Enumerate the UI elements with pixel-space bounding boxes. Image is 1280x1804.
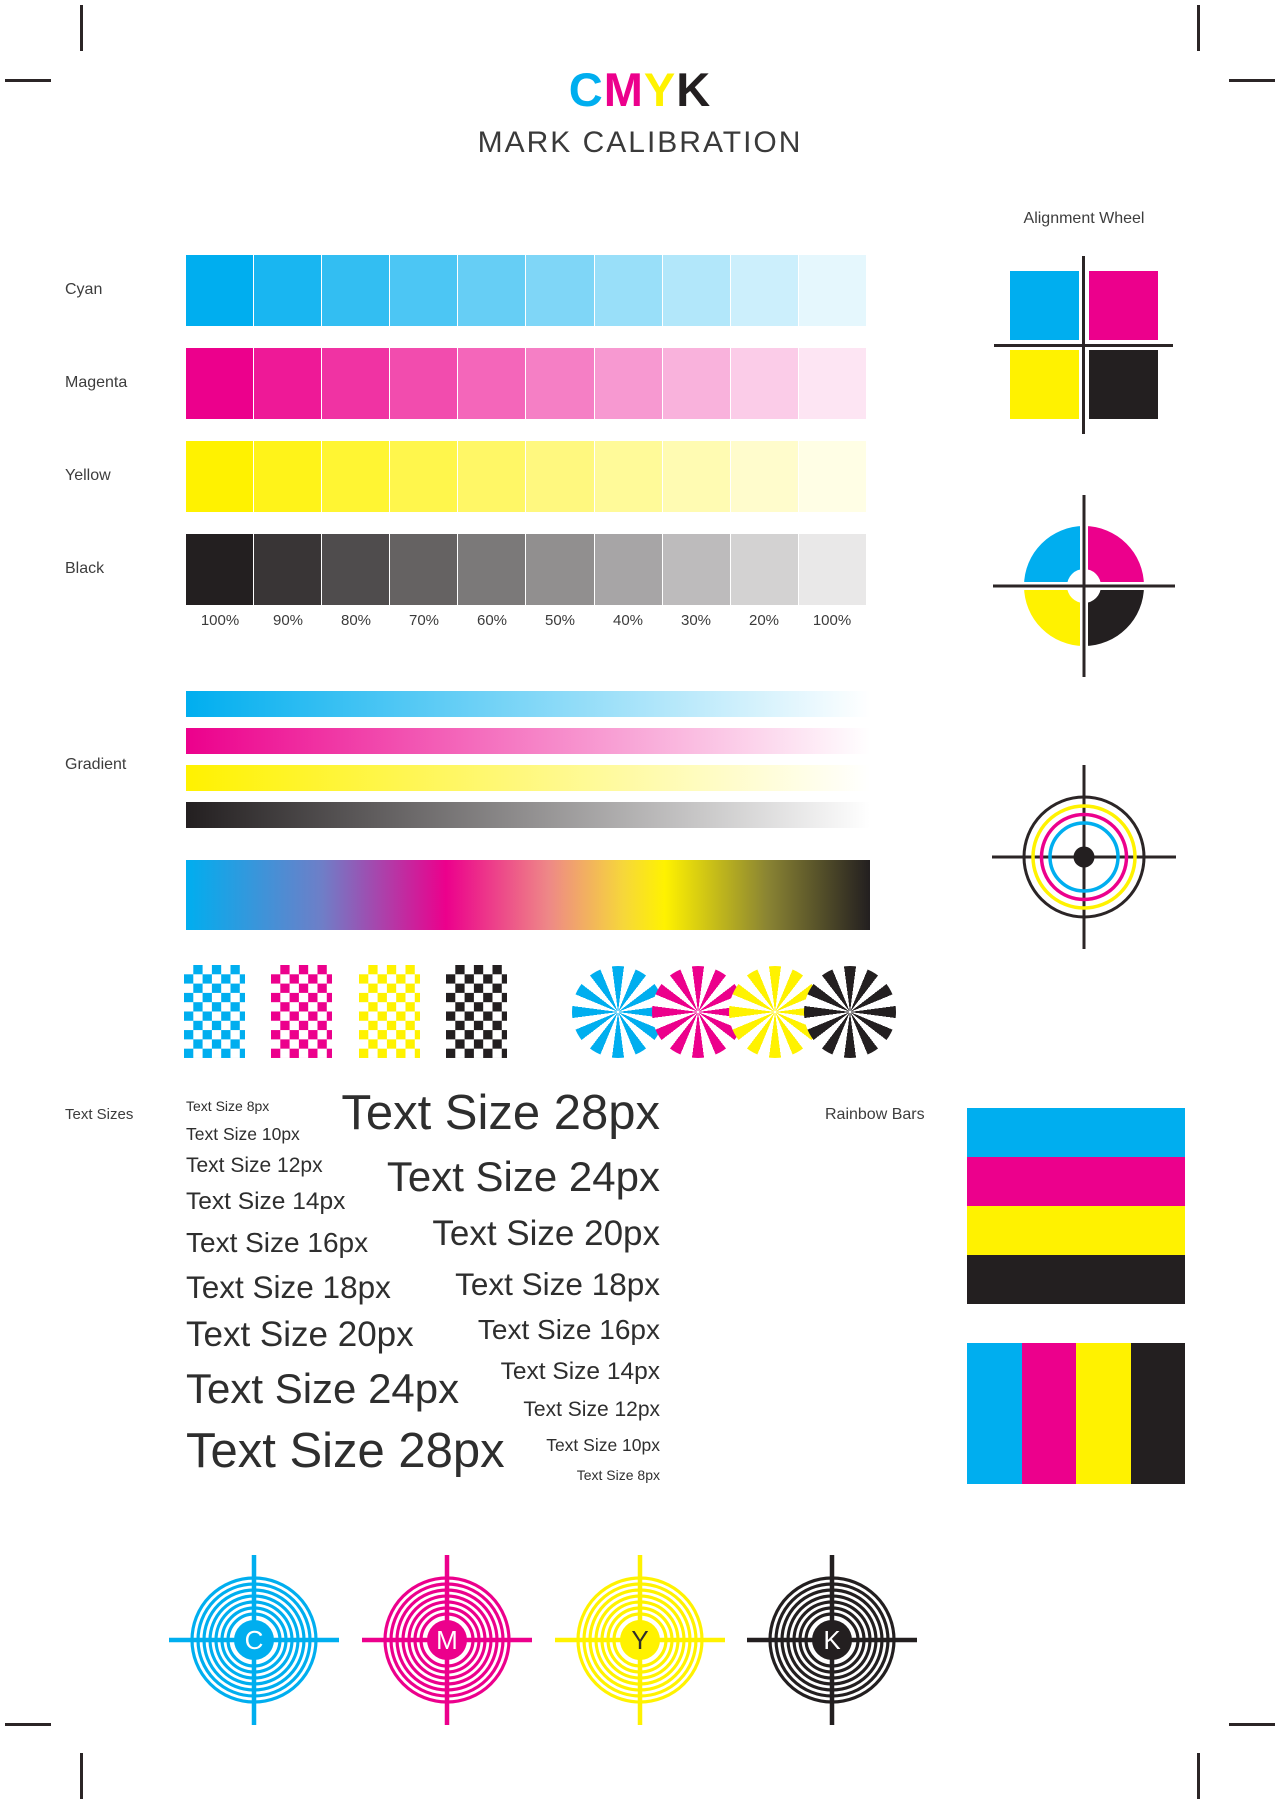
black-step-bar — [186, 534, 866, 605]
title-letter-k: K — [676, 63, 712, 116]
yellow-step-segment — [731, 441, 798, 512]
cyan-step-segment — [731, 255, 798, 326]
percent-label: 90% — [272, 612, 304, 629]
cyan-step-segment — [799, 255, 866, 326]
text-sizes-section-label: Text Sizes — [65, 1106, 134, 1123]
yellow-bar — [1076, 1343, 1131, 1484]
title-letter-m: M — [603, 63, 644, 116]
cyan-step-segment — [458, 255, 525, 326]
crop-mark-bottom-right-vertical — [1197, 1753, 1200, 1799]
text-size-sample: Text Size 14px — [500, 1358, 660, 1386]
yellow-step-bar — [186, 441, 866, 512]
rainbow-bars-vertical — [967, 1343, 1185, 1484]
yellow-step-segment — [663, 441, 730, 512]
cyan-checkerboard-pattern — [184, 965, 245, 1058]
target-letter-c: C — [244, 1625, 264, 1655]
yellow-registration-target — [545, 1545, 735, 1735]
text-size-sample: Text Size 20px — [186, 1314, 414, 1354]
text-size-sample: Text Size 28px — [341, 1086, 660, 1140]
yellow-step-segment — [799, 441, 866, 512]
magenta-step-bar — [186, 348, 866, 419]
target-letter-m: M — [436, 1625, 458, 1655]
black-checkerboard-pattern — [446, 965, 507, 1058]
percent-label: 50% — [544, 612, 576, 629]
black-step-segment — [799, 534, 866, 605]
text-size-sample: Text Size 24px — [386, 1153, 660, 1201]
black-step-segment — [595, 534, 662, 605]
magenta-step-segment — [254, 348, 321, 419]
cyan-step-segment — [526, 255, 593, 326]
text-size-sample: Text Size 8px — [186, 1098, 270, 1114]
text-size-sample: Text Size 12px — [523, 1398, 660, 1422]
registration-donut-mark — [984, 486, 1184, 686]
yellow-step-segment — [254, 441, 321, 512]
alignment-square-cyan — [1010, 271, 1079, 340]
text-size-sample: Text Size 18px — [455, 1265, 660, 1302]
text-size-sample: Text Size 10px — [546, 1434, 660, 1455]
crop-mark-bottom-right-horizontal — [1229, 1723, 1275, 1726]
black-bar-label: Black — [65, 560, 105, 577]
percent-label: 100% — [812, 612, 852, 629]
text-size-sample: Text Size 24px — [186, 1365, 460, 1413]
page-subtitle: MARK CALIBRATION — [477, 126, 803, 159]
magenta-step-segment — [799, 348, 866, 419]
cyan-bar-label: Cyan — [65, 281, 103, 298]
cyan-bar — [967, 1343, 1022, 1484]
cyan-step-bar — [186, 255, 866, 326]
text-size-sample: Text Size 14px — [186, 1188, 346, 1216]
text-size-sample: Text Size 16px — [186, 1226, 369, 1258]
yellow-step-segment — [186, 441, 253, 512]
magenta-step-segment — [595, 348, 662, 419]
text-size-sample: Text Size 20px — [432, 1213, 660, 1253]
target-letter-y: Y — [631, 1625, 649, 1655]
cyan-step-segment — [186, 255, 253, 326]
cyan-step-segment — [254, 255, 321, 326]
magenta-checkerboard-pattern — [271, 965, 332, 1058]
black-starburst-pattern — [804, 966, 896, 1058]
cyan-step-segment — [663, 255, 730, 326]
text-size-sample: Text Size 16px — [477, 1314, 660, 1346]
magenta-bar — [1022, 1343, 1077, 1484]
magenta-step-segment — [186, 348, 253, 419]
rainbow-blend-bar — [186, 860, 870, 930]
magenta-step-segment — [663, 348, 730, 419]
cyan-step-segment — [390, 255, 457, 326]
rainbow-bars-label: Rainbow Bars — [825, 1106, 925, 1123]
percent-label: 70% — [408, 612, 440, 629]
text-size-column-descending — [300, 1085, 660, 1483]
text-size-sample: Text Size 10px — [186, 1124, 300, 1145]
black-step-segment — [390, 534, 457, 605]
cyan-bar — [967, 1108, 1185, 1157]
crop-mark-bottom-left-vertical — [80, 1753, 83, 1799]
target-letter-k: K — [823, 1625, 841, 1655]
magenta-step-segment — [390, 348, 457, 419]
cyan-gradient-strip — [186, 691, 870, 717]
yellow-step-segment — [595, 441, 662, 512]
percent-label: 100% — [200, 612, 240, 629]
magenta-bar — [967, 1157, 1185, 1206]
magenta-step-segment — [526, 348, 593, 419]
alignment-square-yellow — [1010, 350, 1079, 419]
cyan-step-segment — [322, 255, 389, 326]
yellow-bar-label: Yellow — [65, 467, 111, 484]
magenta-gradient-strip — [186, 728, 870, 754]
title-letter-y: Y — [643, 63, 677, 116]
gradient-section-label: Gradient — [65, 756, 127, 773]
black-registration-target — [737, 1545, 927, 1735]
text-size-sample: Text Size 18px — [186, 1268, 391, 1305]
cyan-starburst-pattern — [572, 966, 664, 1058]
black-step-segment — [663, 534, 730, 605]
title-letter-c: C — [568, 63, 604, 116]
alignment-wheel-title: Alignment Wheel — [1023, 210, 1145, 227]
text-size-sample: Text Size 28px — [186, 1424, 505, 1479]
text-size-sample: Text Size 12px — [186, 1154, 323, 1178]
percent-label: 60% — [476, 612, 508, 629]
text-size-sample: Text Size 8px — [576, 1466, 660, 1483]
percent-label: 30% — [680, 612, 712, 629]
cyan-step-segment — [595, 255, 662, 326]
crop-mark-top-right-vertical — [1197, 5, 1200, 51]
black-step-segment — [254, 534, 321, 605]
yellow-bar — [967, 1206, 1185, 1255]
magenta-bar-label: Magenta — [65, 374, 128, 391]
yellow-step-segment — [526, 441, 593, 512]
percent-label-row — [186, 612, 866, 629]
black-step-segment — [458, 534, 525, 605]
alignment-crosshair-horizontal — [994, 344, 1173, 347]
black-step-segment — [526, 534, 593, 605]
yellow-step-segment — [322, 441, 389, 512]
alignment-square-black — [1089, 350, 1158, 419]
black-step-segment — [186, 534, 253, 605]
percent-label: 40% — [612, 612, 644, 629]
yellow-step-segment — [390, 441, 457, 512]
magenta-step-segment — [731, 348, 798, 419]
magenta-step-segment — [322, 348, 389, 419]
concentric-ring-target-mark — [984, 757, 1184, 957]
black-bar — [1131, 1343, 1186, 1484]
rainbow-bars-horizontal — [967, 1108, 1185, 1304]
percent-label: 20% — [748, 612, 780, 629]
yellow-gradient-strip — [186, 765, 870, 791]
black-step-segment — [731, 534, 798, 605]
cyan-registration-target — [159, 1545, 349, 1735]
magenta-registration-target — [352, 1545, 542, 1735]
black-step-segment — [322, 534, 389, 605]
magenta-step-segment — [458, 348, 525, 419]
crop-mark-bottom-left-horizontal — [5, 1723, 51, 1726]
crop-mark-top-left-vertical — [80, 5, 83, 51]
yellow-checkerboard-pattern — [359, 965, 420, 1058]
yellow-step-segment — [458, 441, 525, 512]
alignment-square-magenta — [1089, 271, 1158, 340]
black-gradient-strip — [186, 802, 870, 828]
black-bar — [967, 1255, 1185, 1304]
page-title — [0, 62, 1280, 117]
percent-label: 80% — [340, 612, 372, 629]
